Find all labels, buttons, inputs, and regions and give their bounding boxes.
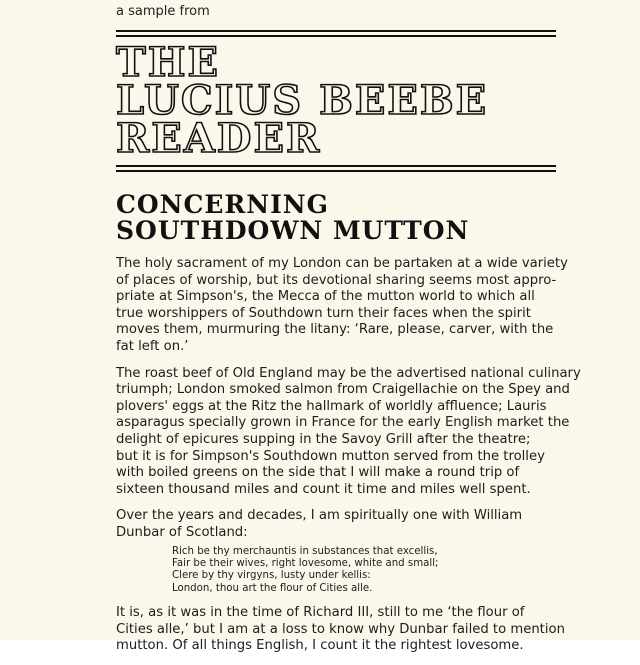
- paragraph: [116, 605, 565, 655]
- body-text: [116, 256, 581, 665]
- text-line: true worshippers of Southdown turn their faces when the spirit: [116, 305, 531, 321]
- text-line: asparagus specially grown in France for the early English market the: [116, 415, 570, 431]
- paragraph: [116, 508, 548, 541]
- text-line: Cities alle,’ but I am at a loss to know why Dunbar failed to mention: [116, 621, 565, 637]
- text-line: moves them, murmuring the litany: ‘Rare, please, carver, with the: [116, 322, 554, 338]
- text-line: It is, as it was in the time of Richard III, still to me ‘the flour of: [116, 605, 525, 621]
- text-line: Dunbar of Scotland:: [116, 524, 248, 540]
- text-line: triumph; London smoked salmon from Craigellachie on the Spey and: [116, 382, 570, 398]
- text-line: but it is for Simpson's Southdown mutton served from the trolley: [116, 448, 545, 464]
- text-line: The roast beef of Old England may be the advertised national culinary: [116, 365, 581, 381]
- text-line: of places of worship, but its devotional sharing seems most appro-: [116, 272, 557, 288]
- rule-line: [116, 165, 556, 167]
- verse-line: London, thou art the flour of Cities alle.: [172, 582, 373, 594]
- text-line: with boiled greens on the side that I will make a round trip of: [116, 465, 520, 481]
- text-line: fat left on.’: [116, 338, 189, 354]
- verse-quote: [172, 546, 548, 596]
- text-line: Over the years and decades, I am spiritually one with William: [116, 508, 523, 524]
- rule-line: [116, 170, 556, 172]
- paragraph: [116, 256, 568, 356]
- bottom-rules: [116, 165, 556, 175]
- rule-line: [116, 30, 556, 32]
- text-line: delight of epicures supping in the Savoy Grill after the theatre;: [116, 431, 531, 447]
- paragraph: [116, 365, 581, 499]
- text-line: mutton. Of all things English, I count it the rightest lovesome.: [116, 638, 524, 654]
- book-title: [116, 39, 556, 162]
- rule-line: [116, 35, 556, 37]
- verse-line: Clere by thy virgyns, lusty under kellis:: [172, 570, 371, 582]
- book-title-line: READER: [116, 115, 322, 162]
- text-line: The holy sacrament of my London can be partaken at a wide variety: [116, 256, 568, 271]
- book-title-line: THE: [116, 39, 221, 86]
- verse-line: Fair be their wives, right lovesome, white and small;: [172, 557, 439, 569]
- book-title-line: LUCIUS BEEBE: [116, 77, 489, 124]
- tagline: a sample from: [116, 4, 210, 19]
- chapter-title-line: CONCERNING: [116, 190, 330, 219]
- verse-line: Rich be thy merchauntis in substances that excellis,: [172, 545, 438, 557]
- chapter-title-line: SOUTHDOWN MUTTON: [116, 216, 470, 245]
- text-line: plovers' eggs at the Ritz the hallmark of worldly affluence; Lauris: [116, 398, 547, 414]
- text-line: priate at Simpson's, the Mecca of the mutton world to which all: [116, 289, 535, 305]
- chapter-title: [116, 192, 556, 244]
- text-line: sixteen thousand miles and count it time and miles well spent.: [116, 481, 531, 497]
